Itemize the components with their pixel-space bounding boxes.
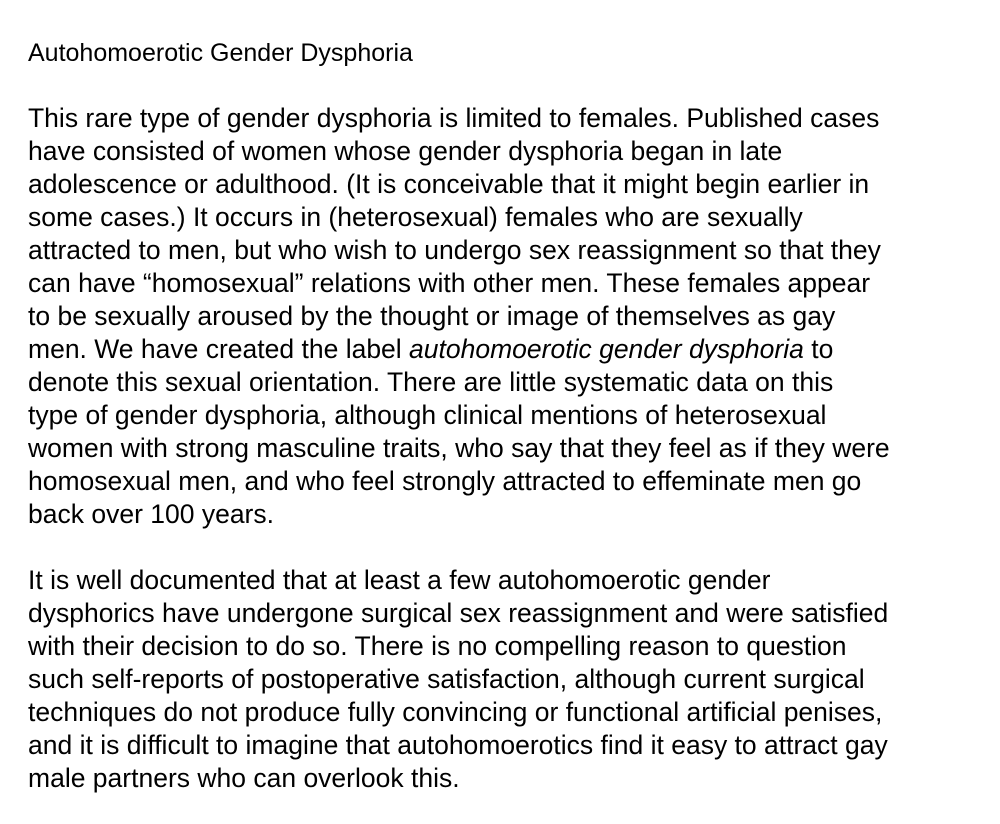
text-line: It is well documented that at least a few autohomoerotic gender: [28, 565, 771, 595]
text-line: male partners who can overlook this.: [28, 763, 460, 793]
document-title: Autohomoerotic Gender Dysphoria: [28, 39, 413, 67]
text-line-with-italic: [28, 333, 983, 366]
text-segment: to: [803, 334, 834, 364]
text-line: denote this sexual orientation. There are little systematic data on this: [28, 367, 834, 397]
text-line: women with strong masculine traits, who say that they feel as if they were: [28, 433, 890, 463]
text-line: to be sexually aroused by the thought or image of themselves as gay: [28, 301, 836, 331]
italic-term: autohomoerotic gender dysphoria: [409, 334, 804, 364]
text-line: dysphorics have undergone surgical sex reassignment and were satisfied: [28, 598, 889, 628]
paragraph-1: [28, 102, 983, 531]
text-line: adolescence or adulthood. (It is conceivable that it might begin earlier in: [28, 169, 870, 199]
text-line: and it is difficult to imagine that autohomoerotics find it easy to attract gay: [28, 730, 888, 760]
text-line: with their decision to do so. There is no compelling reason to question: [28, 631, 847, 661]
paragraph-2: [28, 564, 983, 795]
text-line: type of gender dysphoria, although clinical mentions of heterosexual: [28, 400, 827, 430]
text-line: back over 100 years.: [28, 499, 274, 529]
document-page: [28, 37, 983, 795]
text-line: homosexual men, and who feel strongly attracted to effeminate men go: [28, 466, 862, 496]
text-line: This rare type of gender dysphoria is limited to females. Published cases: [28, 103, 880, 133]
text-line: such self-reports of postoperative satisfaction, although current surgical: [28, 664, 865, 694]
text-line: can have “homosexual” relations with other men. These females appear: [28, 268, 871, 298]
text-line: techniques do not produce fully convincing or functional artificial penises,: [28, 697, 883, 727]
text-line: attracted to men, but who wish to undergo sex reassignment so that they: [28, 235, 881, 265]
text-line: have consisted of women whose gender dysphoria began in late: [28, 136, 783, 166]
text-line: some cases.) It occurs in (heterosexual) females who are sexually: [28, 202, 803, 232]
text-segment: men. We have created the label: [28, 334, 410, 364]
